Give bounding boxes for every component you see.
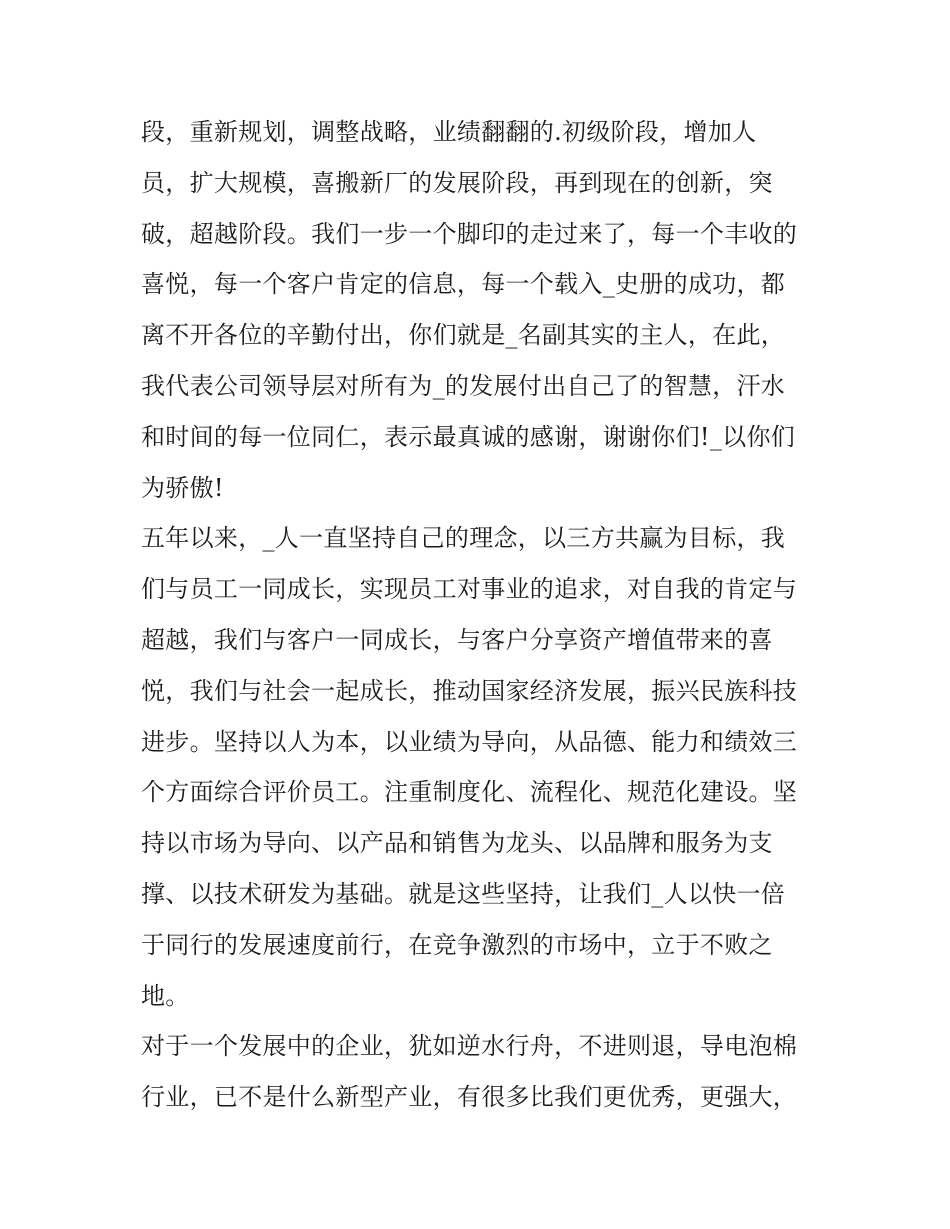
text-line: 撑、以技术研发为基础。就是这些坚持，让我们_人以快一倍 — [141, 879, 786, 908]
text-line: 持以市场为导向、以产品和销售为龙头、以品牌和服务为支 — [141, 829, 773, 858]
text-line: 和时间的每一位同仁，表示最真诚的感谢，谢谢你们!_以你们 — [141, 422, 796, 451]
text-line: 行业，已不是什么新型产业，有很多比我们更优秀，更强大， — [141, 1083, 798, 1112]
text-line: 超越，我们与客户一同成长，与客户分享资产增值带来的喜 — [141, 625, 773, 654]
text-line: 为骄傲! — [141, 473, 224, 502]
text-line: 五年以来，_人一直坚持自己的理念，以三方共赢为目标，我 — [141, 524, 786, 553]
text-line: 喜悦，每一个客户肯定的信息，每一个载入_史册的成功，都 — [141, 270, 786, 299]
text-line: 员，扩大规模，喜搬新厂的发展阶段，再到现在的创新，突 — [141, 168, 773, 197]
body-text — [141, 107, 821, 1123]
text-line: 进步。坚持以人为本，以业绩为导向，从品德、能力和绩效三 — [141, 727, 798, 756]
text-line: 们与员工一同成长，实现员工对事业的追求，对自我的肯定与 — [141, 575, 798, 604]
text-line: 破，超越阶段。我们一步一个脚印的走过来了，每一个丰收的 — [141, 219, 798, 248]
text-line: 我代表公司领导层对所有为_的发展付出自己了的智慧，汗水 — [141, 371, 786, 400]
text-line: 对于一个发展中的企业，犹如逆水行舟，不进则退，导电泡棉 — [141, 1032, 798, 1061]
text-line: 悦，我们与社会一起成长，推动国家经济发展，振兴民族科技 — [141, 676, 798, 705]
paragraph-3 — [141, 1021, 821, 1123]
text-line: 个方面综合评价员工。注重制度化、流程化、规范化建设。坚 — [141, 778, 798, 807]
text-line: 离不开各位的辛勤付出，你们就是_名副其实的主人，在此， — [141, 321, 786, 350]
text-line: 于同行的发展速度前行，在竞争激烈的市场中，立于不败之 — [141, 930, 773, 959]
paragraph-2 — [141, 513, 821, 1021]
text-line: 地。 — [141, 981, 190, 1010]
paragraph-1 — [141, 107, 821, 513]
text-line: 段，重新规划，调整战略，业绩翻翻的.初级阶段，增加人 — [141, 118, 757, 146]
